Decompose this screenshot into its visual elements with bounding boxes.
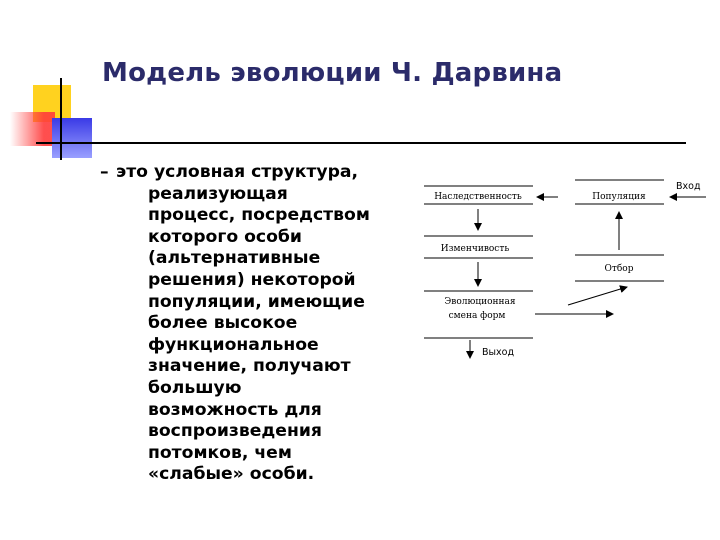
variability-label: Изменчивость <box>440 244 510 254</box>
definition-text <box>100 162 400 486</box>
definition-line: реализующая <box>148 183 288 204</box>
definition-line: популяции, имеющие <box>148 291 365 312</box>
definition-line: решения) некоторой <box>148 269 356 290</box>
definition-line: воспроизведения <box>148 421 322 442</box>
selection-label: Отбор <box>604 264 634 274</box>
input-label: Вход <box>676 181 701 192</box>
definition-line: значение, получают <box>148 356 351 377</box>
evolution-label-line2: смена форм <box>448 311 506 321</box>
definition-line: более высокое <box>148 313 298 334</box>
output-label: Выход <box>482 347 515 358</box>
title-underline <box>36 142 686 144</box>
decor-vertical-line <box>60 78 62 160</box>
slide-title: Модель эволюции Ч. Дарвина <box>102 58 563 88</box>
evolution-label-line1: Эволюционная <box>444 297 516 307</box>
decor-blue-square <box>52 118 92 158</box>
definition-line: процесс, посредством <box>148 205 370 226</box>
definition-line-1: – это условная структура, <box>100 162 359 182</box>
dash-bullet: – <box>100 162 109 182</box>
definition-line: большую <box>148 377 242 398</box>
population-label: Популяция <box>592 192 646 202</box>
definition-line: потомков, чем <box>148 442 292 463</box>
definition-line: возможность для <box>148 399 322 420</box>
definition-line: (альтернативные <box>148 248 321 269</box>
definition-line: которого особи <box>148 226 302 247</box>
heredity-label: Наследственность <box>434 192 522 202</box>
definition-line: «слабые» особи. <box>148 464 315 485</box>
definition-line: функциональное <box>148 334 319 355</box>
evolution-to-selection-diagonal-arrow <box>568 287 627 305</box>
decor-red-square <box>10 112 55 146</box>
evolution-diagram <box>420 170 715 370</box>
